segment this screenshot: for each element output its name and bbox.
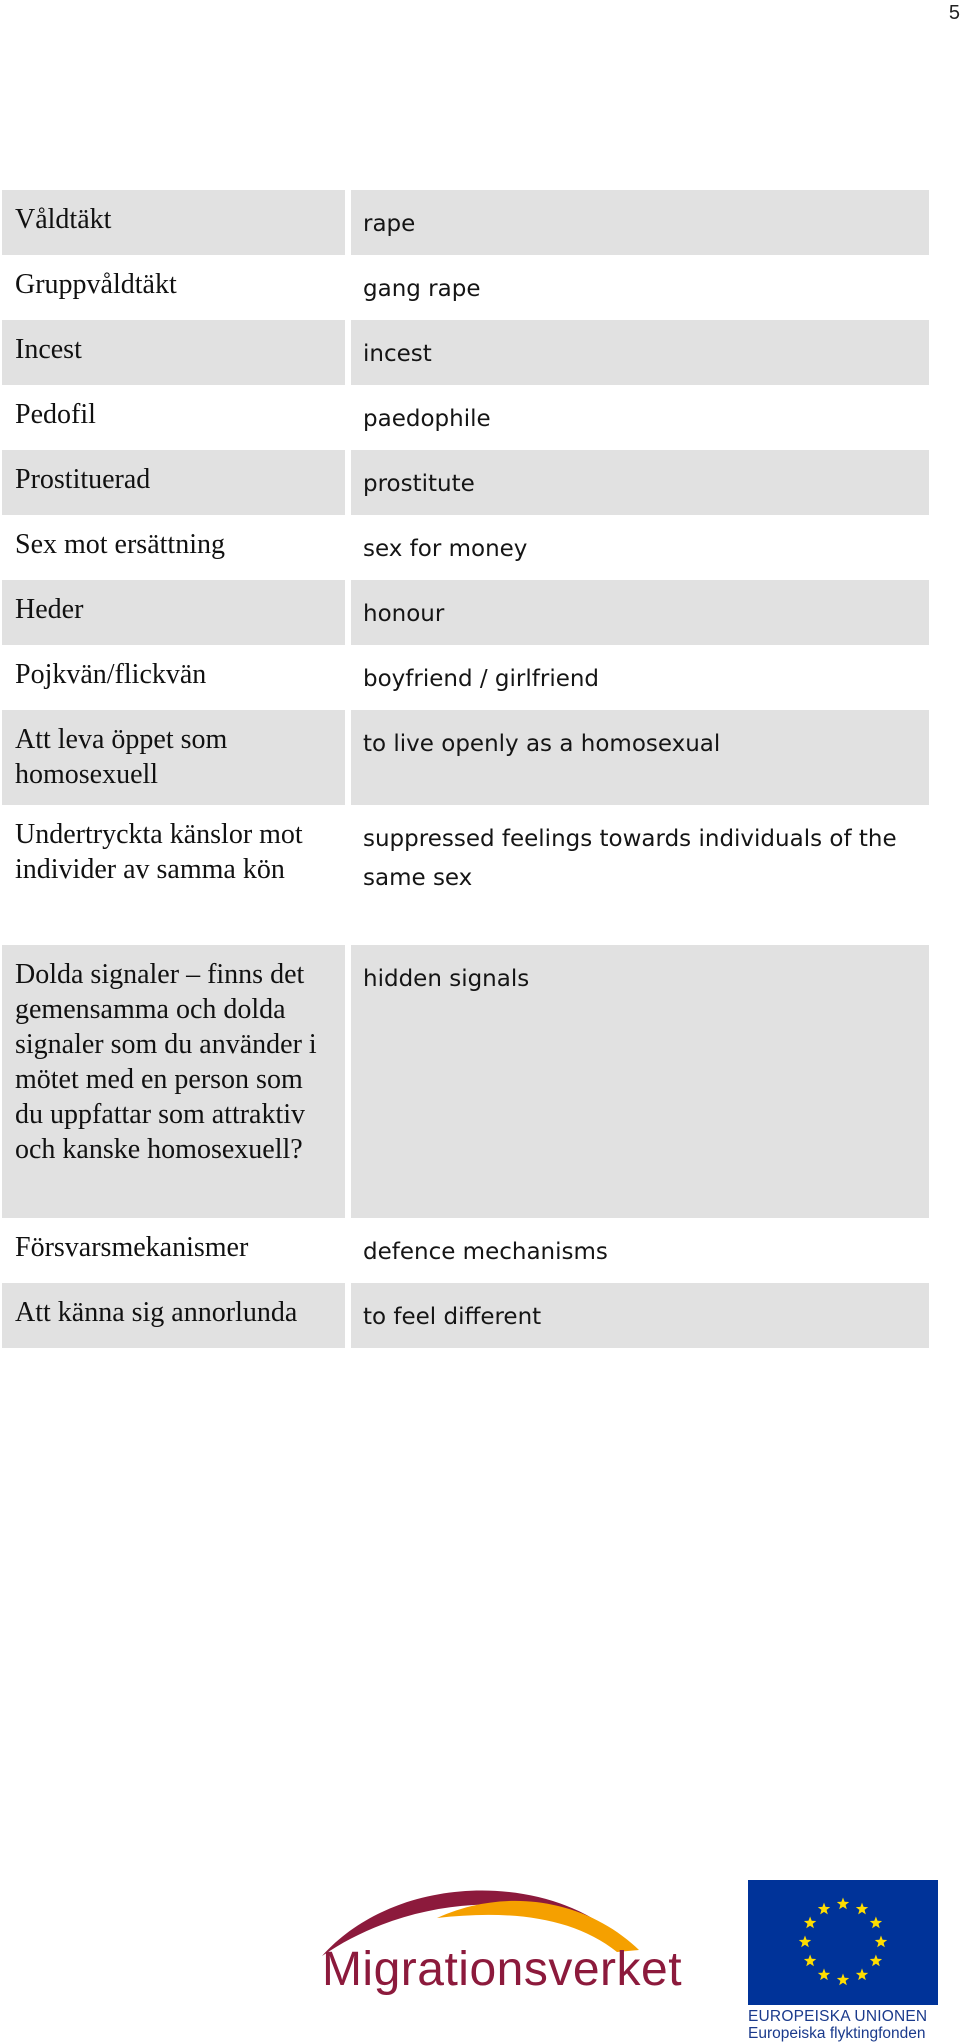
swedish-term: Pedofil [15, 399, 96, 430]
glossary-row [2, 645, 929, 710]
glossary-row [2, 945, 929, 1218]
english-term: hidden signals [363, 966, 530, 992]
swedish-term: Undertryckta känslor mot individer av samma kön [15, 819, 303, 885]
migrationsverket-logo [317, 1878, 687, 2018]
eu-flag-icon [748, 1880, 938, 2005]
eu-star-icon [875, 1936, 887, 1948]
swedish-term: Försvarsmekanismer [15, 1232, 249, 1263]
english-term: prostitute [363, 471, 475, 497]
glossary-row [2, 580, 929, 645]
eu-star-icon [856, 1968, 868, 1980]
english-term: boyfriend / girlfriend [363, 666, 600, 692]
eu-star-icon [818, 1903, 830, 1915]
glossary-row [2, 1283, 929, 1348]
swedish-term: Våldtäkt [15, 204, 112, 235]
glossary-row [2, 450, 929, 515]
glossary-row [2, 190, 929, 255]
english-term: gang rape [363, 276, 481, 302]
eu-star-icon [837, 1974, 849, 1986]
english-term: defence mechanisms [363, 1239, 608, 1265]
eu-star-icon [870, 1917, 882, 1929]
eu-star-icon [818, 1968, 830, 1980]
english-term: sex for money [363, 536, 528, 562]
swedish-term: Sex mot ersättning [15, 529, 225, 560]
english-term: suppressed feelings towards individuals of the same sex [363, 826, 897, 891]
glossary-row [2, 515, 929, 580]
english-term: honour [363, 601, 445, 627]
swedish-term: Incest [15, 334, 82, 365]
glossary-row [2, 255, 929, 320]
english-term: paedophile [363, 406, 491, 432]
page-number: 5 [948, 2, 960, 24]
eu-star-icon [837, 1898, 849, 1910]
english-term: to feel different [363, 1304, 542, 1330]
eu-star-icon [856, 1903, 868, 1915]
english-term: incest [363, 341, 432, 367]
eu-caption-line1: EUROPEISKA UNIONEN [748, 2008, 928, 2025]
eu-logo [748, 1880, 938, 2040]
glossary-row [2, 710, 929, 805]
eu-star-icon [804, 1917, 816, 1929]
glossary-row [2, 805, 929, 900]
swedish-term: Prostituerad [15, 464, 151, 495]
swedish-term: Gruppvåldtäkt [15, 269, 177, 300]
swedish-term: Pojkvän/flickvän [15, 659, 207, 690]
glossary-table [2, 190, 929, 1348]
migrationsverket-wordmark: Migrationsverket [321, 1943, 683, 1996]
glossary-row [2, 385, 929, 450]
glossary-row [2, 1218, 929, 1283]
swedish-term: Att leva öppet som homosexuell [15, 724, 228, 790]
eu-caption-line2: Europeiska flyktingfonden [748, 2025, 926, 2042]
english-term: rape [363, 211, 416, 237]
swedish-term: Att känna sig annorlunda [15, 1297, 298, 1328]
eu-star-icon [799, 1936, 811, 1948]
swedish-term: Dolda signaler – finns det gemensamma och dolda signaler som du använder i mötet med en person som du uppfattar som attraktiv och kanske homosexuell? [15, 959, 317, 1165]
swedish-term: Heder [15, 594, 84, 625]
english-term: to live openly as a homosexual [363, 731, 721, 757]
eu-star-icon [804, 1955, 816, 1967]
glossary-row [2, 320, 929, 385]
eu-star-icon [870, 1955, 882, 1967]
